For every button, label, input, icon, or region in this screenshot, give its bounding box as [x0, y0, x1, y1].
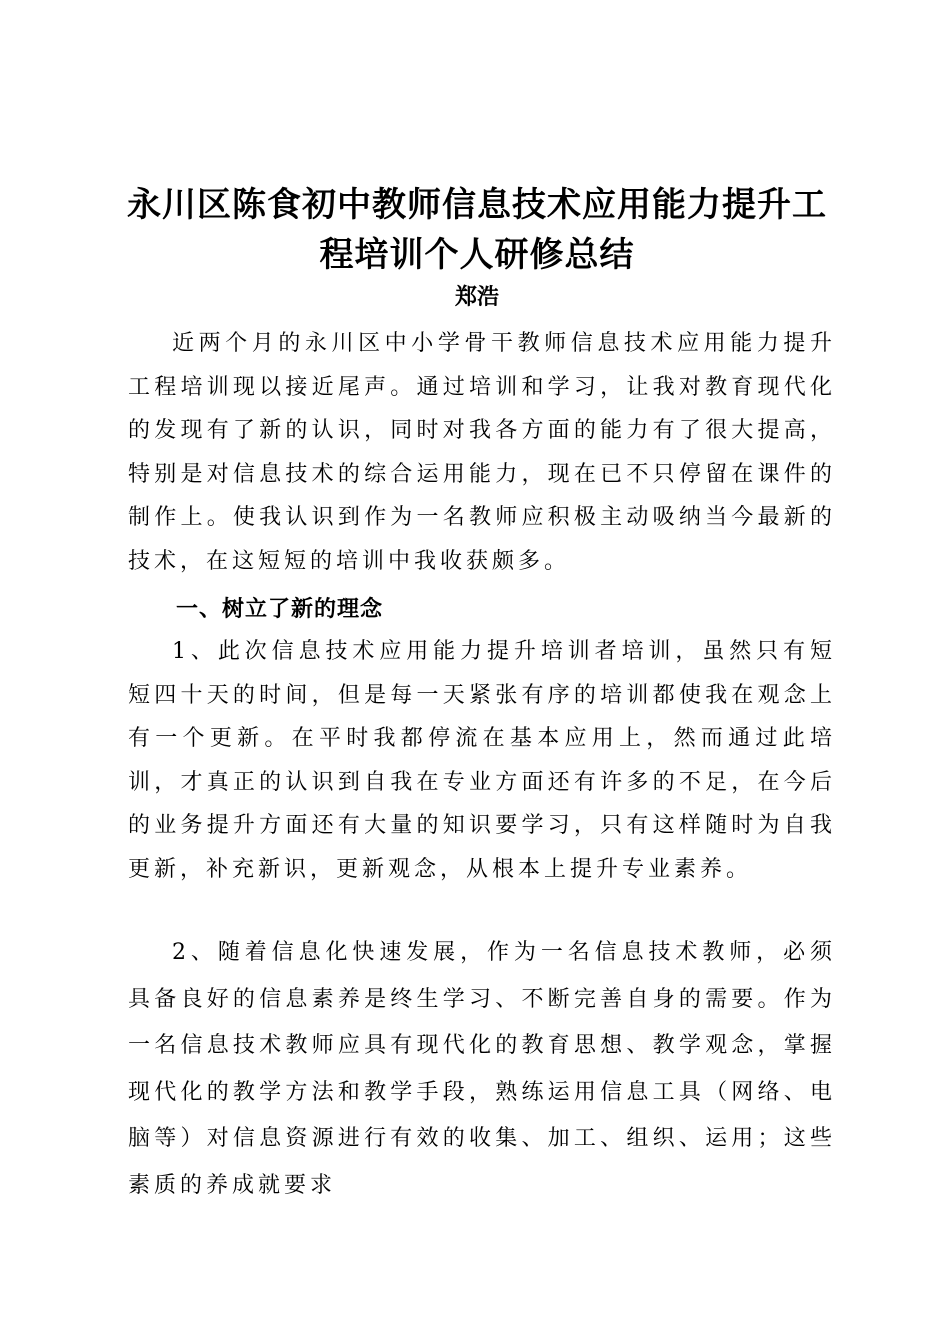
intro-paragraph: 近两个月的永川区中小学骨干教师信息技术应用能力提升工程培训现以接近尾声。通过培训和学习，让我对教育现代化的发现有了新的认识，同时对我各方面的能力有了很大提高，特别是对信息技术的综合运用能力，现在已不只停留在课件的制作上。使我认识到作为一名教师应积极主动吸纳当今最新的技术，在这短短的培训中我收获颇多。: [128, 331, 836, 574]
body-paragraph-1: 1、此次信息技术应用能力提升培训者培训，虽然只有短短四十天的时间，但是每一天紧张有序的培训都使我在观念上有一个更新。在平时我都停流在基本应用上，然而通过此培训，才真正的认识到自我在专业方面还有许多的不足，在今后的业务提升方面还有大量的知识要学习，只有这样随时为自我更新，补充新识，更新观念，从根本上提升专业素养。: [128, 639, 836, 882]
body-paragraph-2: 2、随着信息化快速发展，作为一名信息技术教师，必须具备良好的信息素养是终生学习、不断完善自身的需要。作为一名信息技术教师应具有现代化的教育思想、教学观念，掌握现代化的教学方法和教学手段，熟练运用信息工具（网络、电脑等）对信息资源进行有效的收集、加工、组织、运用；这些素质的养成就要求: [128, 940, 836, 1198]
section-heading: 一、树立了新的理念: [176, 597, 384, 622]
author-name: 郑浩: [454, 285, 499, 310]
document-title: 永川区陈食初中教师信息技术应用能力提升工程培训个人研修总结: [127, 185, 827, 275]
